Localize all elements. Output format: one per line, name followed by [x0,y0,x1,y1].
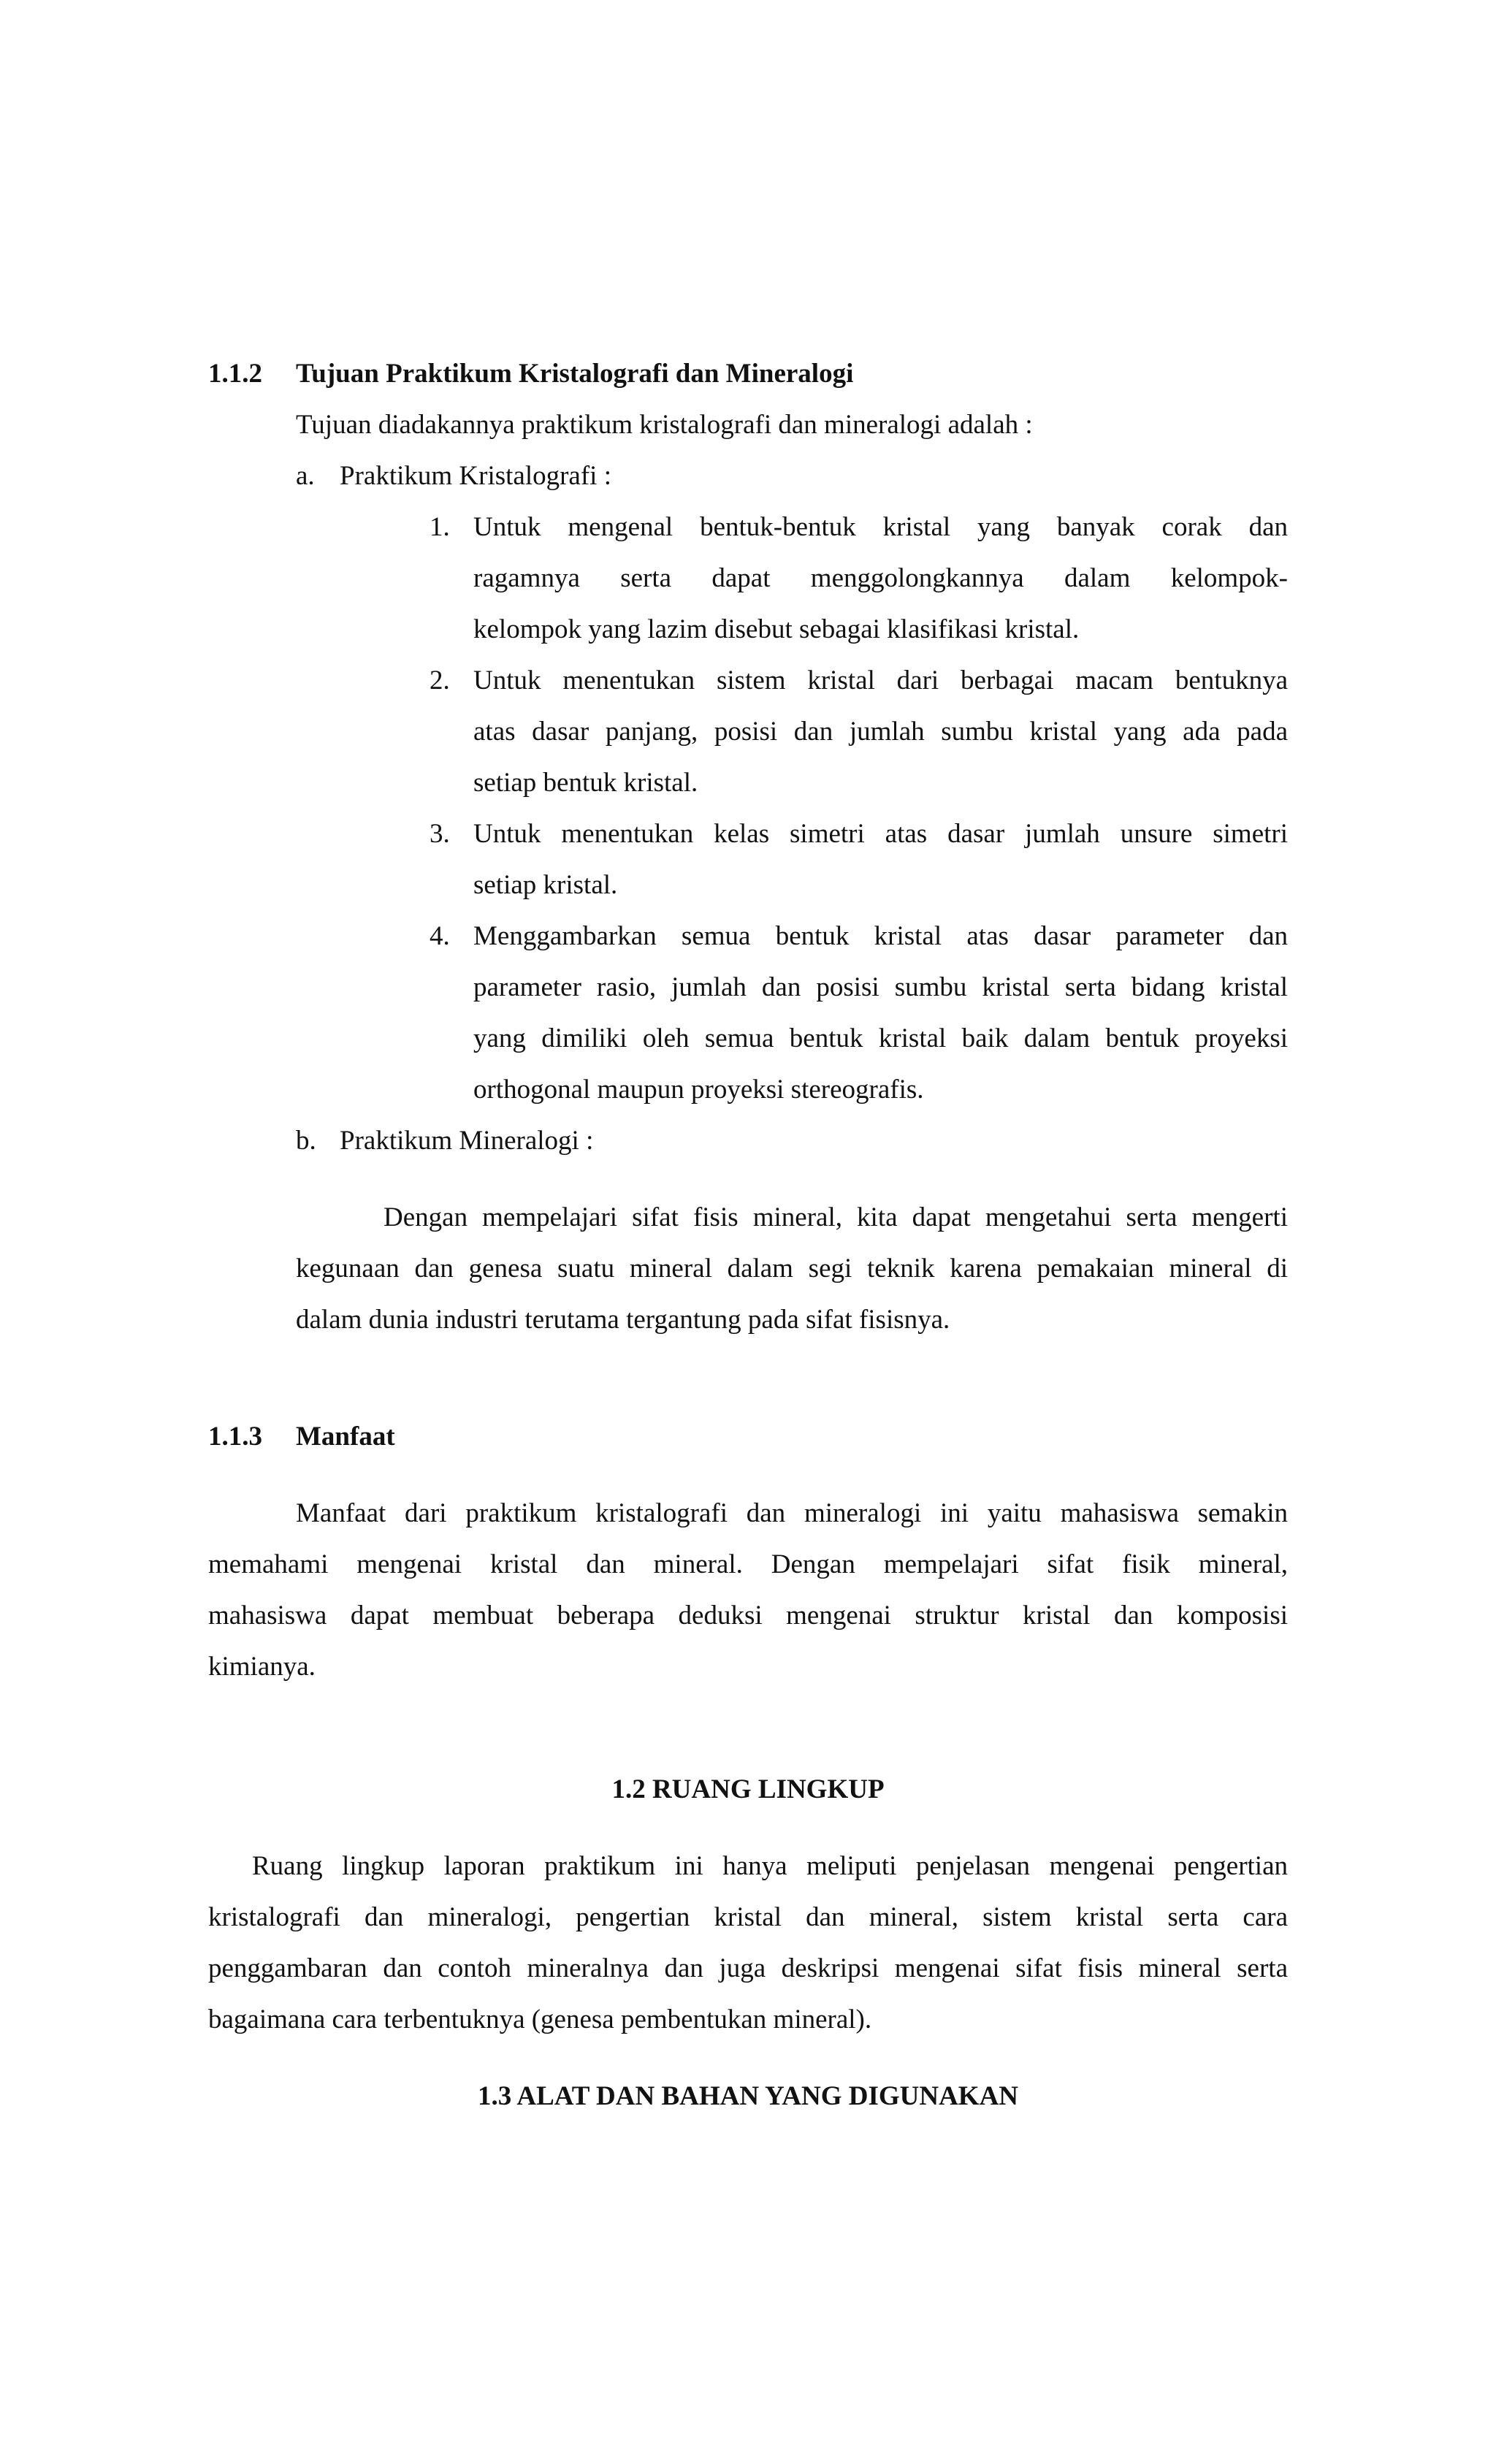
paragraph-line: Dengan mempelajari sifat fisis mineral, kita dapat mengetahui serta mengerti [383,1202,1288,1232]
list-number: 4. [430,921,450,951]
list-item-line: Untuk mengenal bentuk-bentuk kristal yang banyak corak dan [473,512,1288,542]
paragraph-line: kegunaan dan genesa suatu mineral dalam segi teknik karena pemakaian mineral di [296,1254,1288,1284]
paragraph-line: Ruang lingkup laporan praktikum ini hanya meliputi penjelasan mengenai pengertian [252,1851,1288,1881]
list-item-line: kelompok yang lazim disebut sebagai klasifikasi kristal. [473,614,1080,644]
list-item-line: Menggambarkan semua bentuk kristal atas dasar parameter dan [473,921,1288,951]
paragraph-line: bagaimana cara terbentuknya (genesa pembentukan mineral). [208,2005,872,2034]
list-number: 2. [430,665,450,695]
paragraph-line: memahami mengenai kristal dan mineral. Dengan mempelajari sifat fisik mineral, [208,1549,1288,1579]
list-number: 1. [430,512,450,542]
intro-text: Tujuan diadakannya praktikum kristalografi dan mineralogi adalah : [296,410,1033,440]
paragraph-line: Manfaat dari praktikum kristalografi dan mineralogi ini yaitu mahasiswa semakin [296,1498,1288,1528]
section-heading: Manfaat [296,1422,395,1452]
subsection-title-a: Praktikum Kristalografi : [340,461,611,491]
list-item-line: atas dasar panjang, posisi dan jumlah sumbu kristal yang ada pada [473,717,1288,747]
paragraph-line: mahasiswa dapat membuat beberapa deduksi mengenai struktur kristal dan komposisi [208,1601,1288,1630]
list-marker-b: b. [296,1126,316,1156]
list-item-line: orthogonal maupun proyeksi stereografis. [473,1075,924,1105]
section-heading: Tujuan Praktikum Kristalografi dan Mineralogi [296,359,854,389]
chapter-heading: 1.2 RUANG LINGKUP [611,1774,885,1804]
list-item-line: ragamnya serta dapat menggolongkannya dalam kelompok- [473,563,1288,593]
list-item-line: Untuk menentukan sistem kristal dari berbagai macam bentuknya [473,665,1288,695]
subsection-title-b: Praktikum Mineralogi : [340,1126,594,1156]
list-item-line: yang dimiliki oleh semua bentuk kristal baik dalam bentuk proyeksi [473,1023,1288,1053]
list-number: 3. [430,819,450,849]
list-marker-a: a. [296,461,315,491]
paragraph-line: dalam dunia industri terutama tergantung pada sifat fisisnya. [296,1305,950,1335]
list-item-line: parameter rasio, jumlah dan posisi sumbu kristal serta bidang kristal [473,972,1288,1002]
list-item-line: setiap kristal. [473,870,618,900]
paragraph-line: penggambaran dan contoh mineralnya dan juga deskripsi mengenai sifat fisis mineral serta [208,1953,1288,1983]
paragraph-line: kimianya. [208,1652,316,1682]
list-item-line: setiap bentuk kristal. [473,768,698,798]
list-item-line: Untuk menentukan kelas simetri atas dasar jumlah unsure simetri [473,819,1288,849]
paragraph-line: kristalografi dan mineralogi, pengertian kristal dan mineral, sistem kristal serta cara [208,1902,1288,1932]
chapter-heading: 1.3 ALAT DAN BAHAN YANG DIGUNAKAN [477,2081,1019,2111]
section-number: 1.1.3 [208,1422,262,1452]
section-number: 1.1.2 [208,359,262,389]
